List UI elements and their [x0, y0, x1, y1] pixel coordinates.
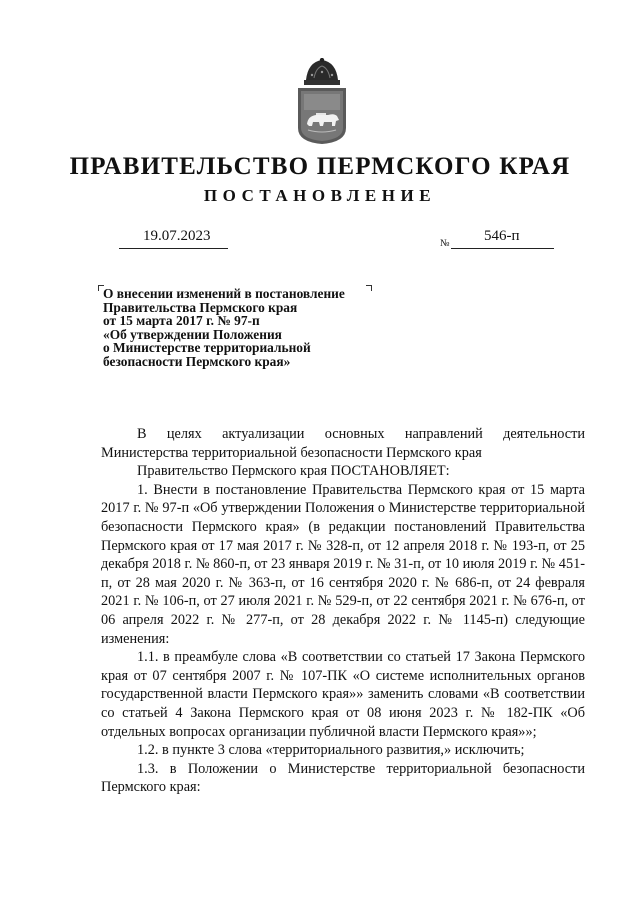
subject-bracket-right	[366, 285, 372, 291]
subject-line: «Об утверждении Положения	[103, 326, 282, 342]
paragraph-item-1-2: 1.2. в пункте 3 слова «территориального развития,» исключить;	[137, 742, 525, 759]
paragraph-item-1-1: 1.1. в преамбуле слова «В соответствии со статьей 17 Закона Пермского края от 07 сентября 2007 г. № 107-ПК «О системе исполнительных органов государственной власти Пермского края»» заменить словами «В соответствии со статьей 4 Закона Пермского края от 08 июня 2023 г. № 182-ПК «Об отдельных вопросах организации публичной власти Пермского края»»;	[101, 649, 585, 740]
paragraph-item-1-3: 1.3. в Положении о Министерстве территориальной безопасности Пермского края:	[101, 760, 585, 796]
subject-line: Правительства Пермского края	[103, 299, 298, 315]
date-underline	[119, 248, 228, 249]
paragraph-resolves: Правительство Пермского края ПОСТАНОВЛЯЕТ:	[137, 463, 450, 480]
subject-line: от 15 марта 2017 г. № 97-п	[103, 313, 260, 329]
document-subject	[103, 287, 345, 369]
document-number: 546-п	[484, 228, 520, 244]
document-date: 19.07.2023	[143, 228, 211, 244]
subject-line: О внесении изменений в постановление	[103, 286, 345, 301]
number-label: №	[440, 238, 450, 249]
perm-krai-coat-of-arms-icon	[294, 58, 350, 144]
document-body	[101, 425, 585, 797]
number-underline	[451, 248, 554, 249]
paragraph-item-1: 1. Внести в постановление Правительства Пермского края от 15 марта 2017 г. № 97-п «Об утверждении Положения о Министерстве территориальной безопасности Пермского края» (в редакции постановлений Правительства Пермского края от 17 мая 2017 г. № 328-п, от 12 апреля 2018 г. № 193-п, от 25 декабря 2018 г. № 860-п, от 23 января 2019 г. № 31-п, от 10 июля 2019 г. № 451-п, от 28 мая 2020 г. № 363-п, от 16 сентября 2020 г. № 686-п, от 24 февраля 2021 г. № 106-п, от 27 июля 2021 г. № 529-п, от 22 сентября 2021 г. № 676-п, от 06 апреля 2022 г. № 277-п, от 28 декабря 2022 г. № 1145-п) следующие изменения:	[101, 481, 585, 647]
subject-line: о Министерстве территориальной	[103, 340, 311, 356]
government-name: ПРАВИТЕЛЬСТВО ПЕРМСКОГО КРАЯ	[69, 153, 571, 180]
paragraph-preamble: В целях актуализации основных направлений деятельности Министерства территориальной безопасности Пермского края	[101, 426, 585, 461]
subject-line: безопасности Пермского края»	[103, 353, 291, 369]
document-type: ПОСТАНОВЛЕНИЕ	[203, 186, 437, 205]
